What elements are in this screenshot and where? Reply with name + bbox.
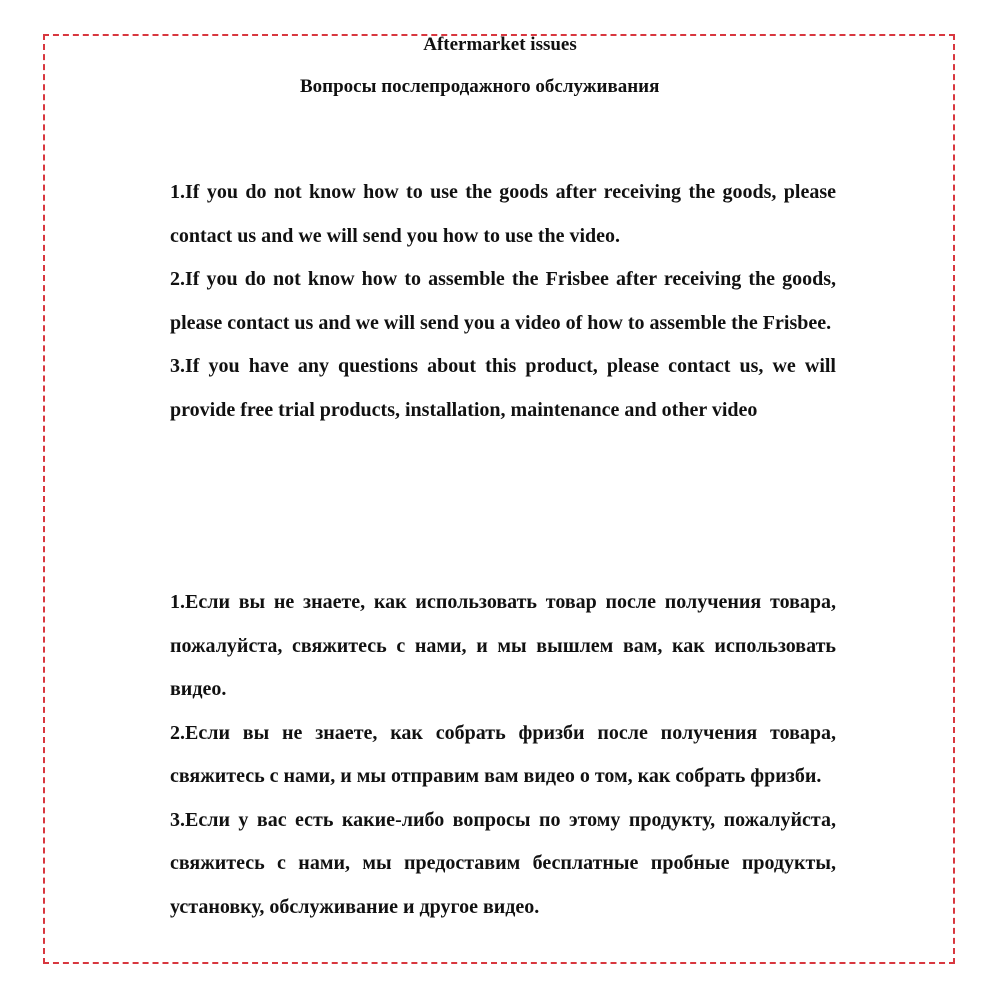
english-item-3: 3.If you have any questions about this product, please contact us, we will provide free trial products, installation, maintenance and other video bbox=[170, 355, 836, 421]
english-item-2: 2.If you do not know how to assemble the Frisbee after receiving the goods, please contact us and we will send you a video of how to assemble the Frisbee. bbox=[170, 268, 836, 334]
english-instructions bbox=[170, 171, 836, 432]
russian-item-1: 1.Если вы не знаете, как использовать товар после получения товара, пожалуйста, свяжитесь с нами, и мы вышлем вам, как использовать видео. bbox=[170, 591, 836, 700]
russian-item-2: 2.Если вы не знаете, как собрать фризби после получения товара, свяжитесь с нами, и мы отправим вам видео о том, как собрать фризби. bbox=[170, 721, 836, 787]
russian-instructions bbox=[170, 581, 836, 929]
page-title-russian: Вопросы послепродажного обслуживания bbox=[300, 76, 660, 97]
page-title-english: Aftermarket issues bbox=[423, 34, 577, 55]
russian-item-3: 3.Если у вас есть какие-либо вопросы по этому продукту, пожалуйста, свяжитесь с нами, мы предоставим бесплатные пробные продукты, установку, обслуживание и другое видео. bbox=[170, 808, 836, 918]
english-item-1: 1.If you do not know how to use the goods after receiving the goods, please contact us and we will send you how to use the video. bbox=[170, 181, 836, 247]
